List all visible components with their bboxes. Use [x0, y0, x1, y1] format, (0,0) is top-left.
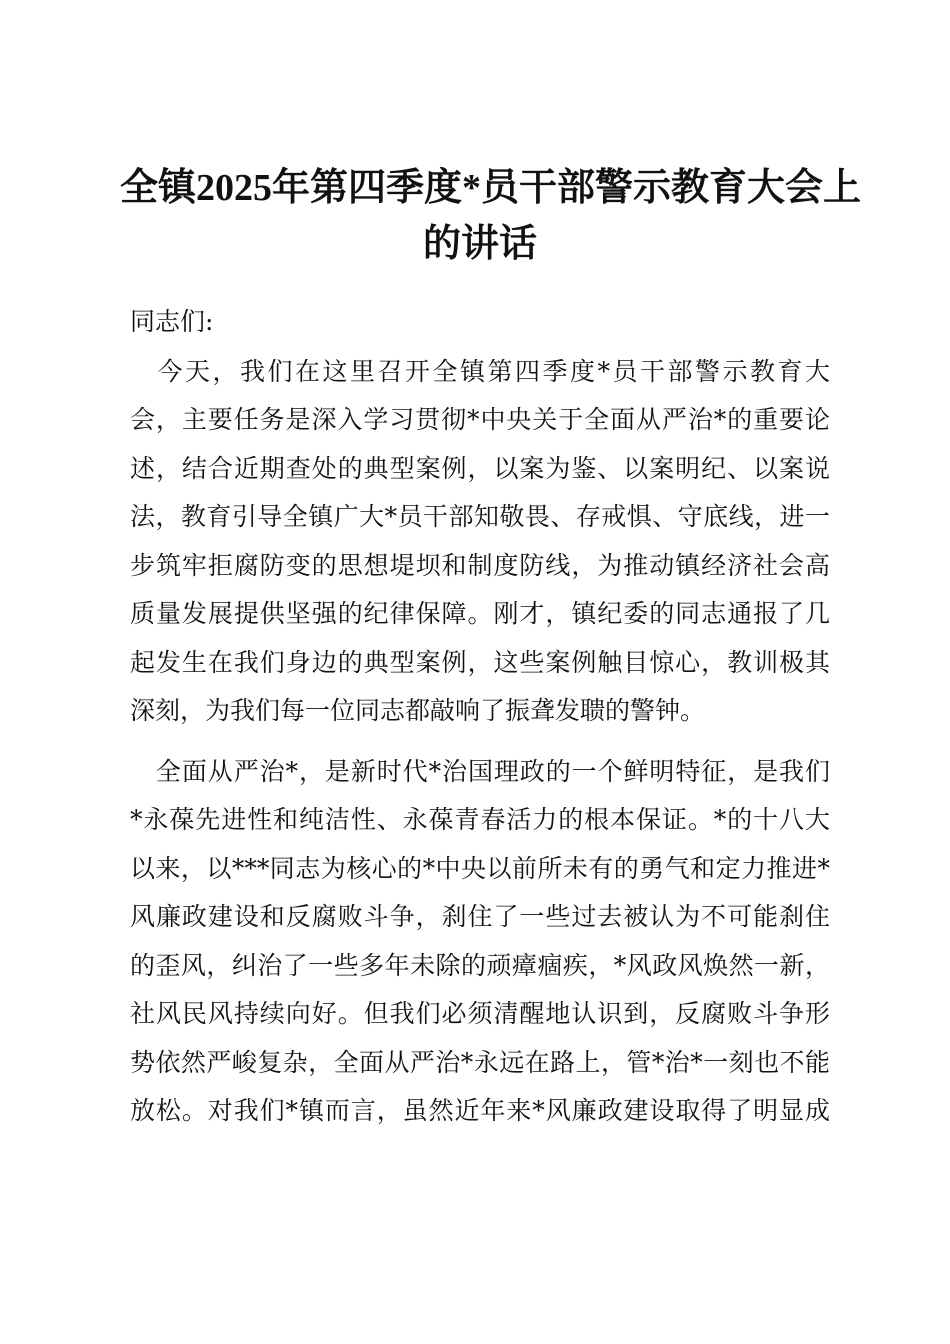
text-line: 述，结合近期查处的典型案例，以案为鉴、以案明纪、以案说: [130, 453, 830, 483]
text-line: 放松。对我们*镇而言，虽然近年来*风廉政建设取得了明显成: [130, 1096, 830, 1125]
text-line: 起发生在我们身边的典型案例，这些案例触目惊心，教训极其: [130, 647, 830, 677]
text-line: 今天，我们在这里召开全镇第四季度*员干部警示教育大: [130, 356, 830, 386]
text-line: 的歪风，纠治了一些多年未除的顽瘴痼疾，*风政风焕然一新，: [130, 950, 830, 980]
text-line: 步筑牢拒腐防变的思想堤坝和制度防线，为推动镇经济社会高: [130, 550, 830, 580]
paragraph-2: [130, 748, 830, 1136]
greeting: 同志们:: [130, 307, 214, 336]
title-line: 的讲话: [422, 223, 537, 265]
text-line: 法，教育引导全镇广大*员干部知敬畏、存戒惧、守底线，进一: [130, 502, 830, 531]
text-line: 会，主要任务是深入学习贯彻*中央关于全面从严治*的重要论: [130, 405, 830, 434]
text-line: 全面从严治*，是新时代*治国理政的一个鲜明特征，是我们: [130, 756, 830, 786]
text-line: 势依然严峻复杂，全面从严治*永远在路上，管*治*一刻也不能: [130, 1047, 830, 1077]
text-line: *永葆先进性和纯洁性、永葆青春活力的根本保证。*的十八大: [130, 805, 830, 834]
text-line: 以来，以***同志为核心的*中央以前所未有的勇气和定力推进*: [130, 853, 830, 883]
text-line: 风廉政建设和反腐败斗争，刹住了一些过去被认为不可能刹住: [130, 902, 830, 931]
document-body: [130, 298, 830, 1148]
title-line: 全镇2025年第四季度*员干部警示教育大会上: [120, 167, 862, 209]
text-line: 质量发展提供坚强的纪律保障。刚才，镇纪委的同志通报了几: [130, 599, 830, 628]
paragraph-1: [130, 348, 830, 736]
text-line: 深刻，为我们每一位同志都敲响了振聋发聩的警钟。: [130, 696, 706, 725]
text-line: 社风民风持续向好。但我们必须清醒地认识到，反腐败斗争形: [130, 999, 830, 1028]
document-title: [120, 160, 862, 272]
